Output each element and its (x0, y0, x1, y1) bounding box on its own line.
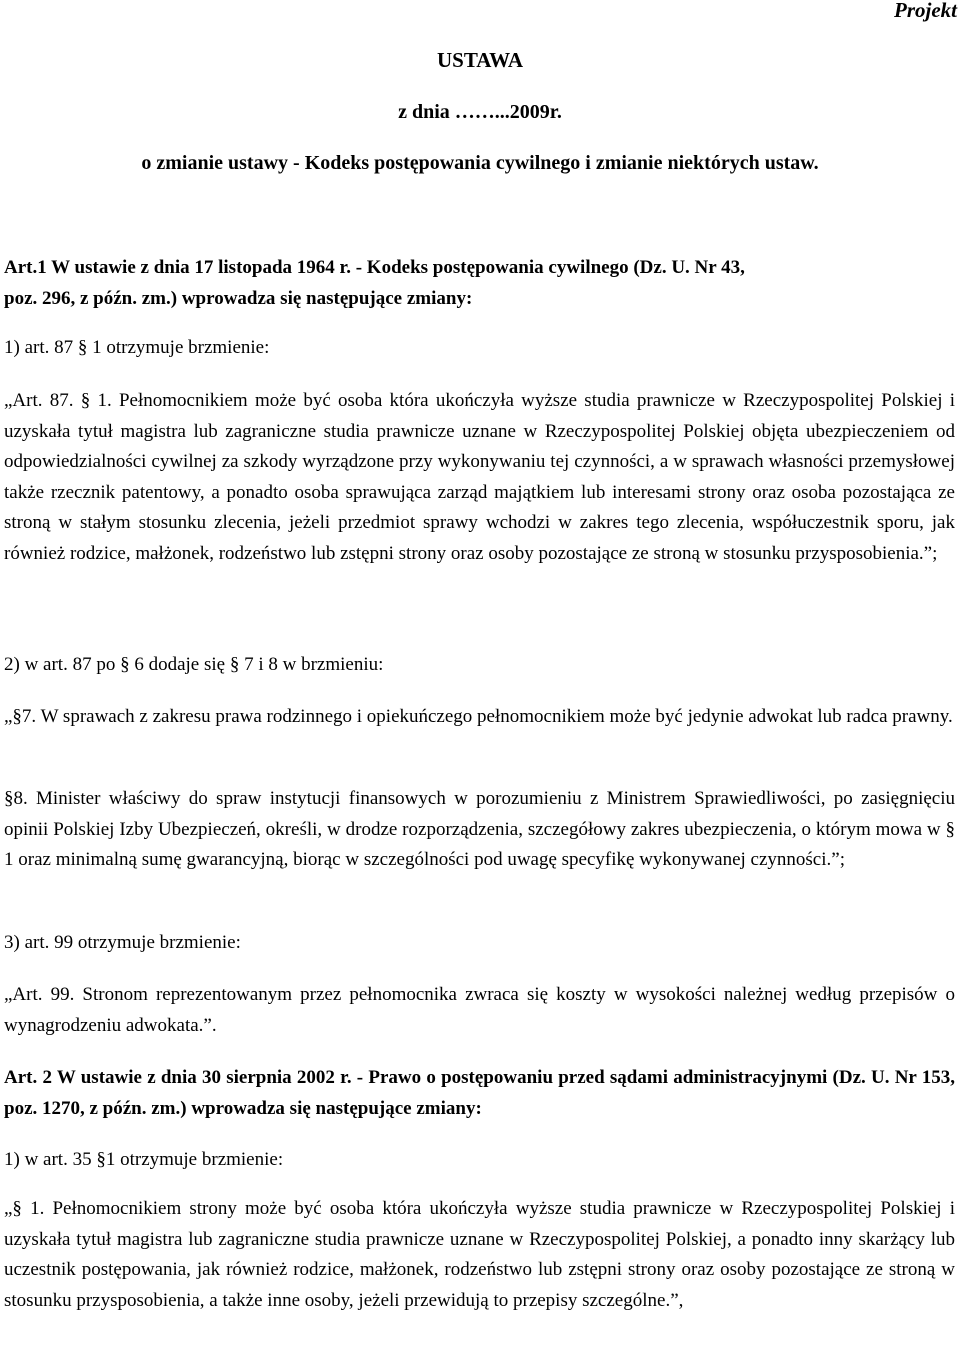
art2-point1-text: „§ 1. Pełnomocnikiem strony może być osoba która ukończyła wyższe studia prawnicze w Rzeczypospolitej Polskiej i uzyskała tytuł magistra lub zagraniczne studia prawnicze uznane w Rzeczypospolitej Polskiej, a ponadto inny skarżący lub uczestnik postępowania, jak również rodzice, małżonek, rodzeństwo lub zstępni strony oraz osoby pozostające ze stroną w stosunku przysposobienia, a także inne osoby, jeżeli przewidują to przepisy szczególne.”, (4, 1198, 955, 1311)
art1-point1-heading: 1) art. 87 § 1 otrzymuje brzmienie: (4, 337, 270, 358)
projekt-stamp: Projekt (894, 0, 957, 22)
art2-intro: Art. 2 W ustawie z dnia 30 sierpnia 2002 r. - Prawo o postępowaniu przed sądami administracyjnymi (Dz. U. Nr 153, poz. 1270, z późn. zm.) wprowadza się następujące zmiany: (4, 1067, 955, 1119)
act-title: USTAWA (437, 48, 523, 72)
art1-intro-line1: Art.1 W ustawie z dnia 17 listopada 1964 r. - Kodeks postępowania cywilnego (Dz. U. Nr 43, (4, 257, 745, 278)
art1-point3-heading: 3) art. 99 otrzymuje brzmienie: (4, 932, 241, 953)
art2-point1-heading: 1) w art. 35 §1 otrzymuje brzmienie: (4, 1149, 284, 1170)
art1-point2-heading: 2) w art. 87 po § 6 dodaje się § 7 i 8 w brzmieniu: (4, 654, 384, 675)
act-date: z dnia ……...2009r. (398, 101, 562, 123)
act-subject: o zmianie ustawy - Kodeks postępowania cywilnego i zmianie niektórych ustaw. (141, 152, 819, 174)
art1-paragraph-8: §8. Minister właściwy do spraw instytucji finansowych w porozumieniu z Ministrem Sprawiedliwości, po zasięgnięciu opinii Polskiej Izby Ubezpieczeń, określi, w drodze rozporządzenia, szczegółowy zakres ubezpieczenia, o którym mowa w § 1 oraz minimalną sumę gwarancyjną, biorąc w szczególności pod uwagę specyfikę wykonywanej czynności.”; (4, 788, 955, 870)
art1-point3-text: „Art. 99. Stronom reprezentowanym przez pełnomocnika zwraca się koszty w wysokości należnej według przepisów o wynagrodzeniu adwokata.”. (4, 984, 955, 1036)
art1-paragraph-7: „§7. W sprawach z zakresu prawa rodzinnego i opiekuńczego pełnomocnikiem może być jedynie adwokat lub radca prawny. (4, 706, 953, 727)
art1-point1-text: „Art. 87. § 1. Pełnomocnikiem może być osoba która ukończyła wyższe studia prawnicze w Rzeczypospolitej Polskiej i uzyskała tytuł magistra lub zagraniczne studia prawnicze uznane w Rzeczypospolitej Polskiej objęta ubezpieczeniem od odpowiedzialności cywilnej za szkody wyrządzone przy wykonywaniu tej czynności, a w sprawach własności przemysłowej także rzecznik patentowy, a ponadto osoba sprawująca zarząd majątkiem lub interesami strony oraz osoba pozostająca ze stroną w stałym stosunku zlecenia, jeżeli przedmiot sprawy wchodzi w zakres tego zlecenia, współuczestnik sporu, jak również rodzice, małżonek, rodzeństwo lub zstępni strony oraz osoby pozostające ze stroną w stosunku przysposobienia.”; (4, 390, 955, 564)
art1-intro-line2: poz. 296, z późn. zm.) wprowadza się następujące zmiany: (4, 288, 473, 309)
